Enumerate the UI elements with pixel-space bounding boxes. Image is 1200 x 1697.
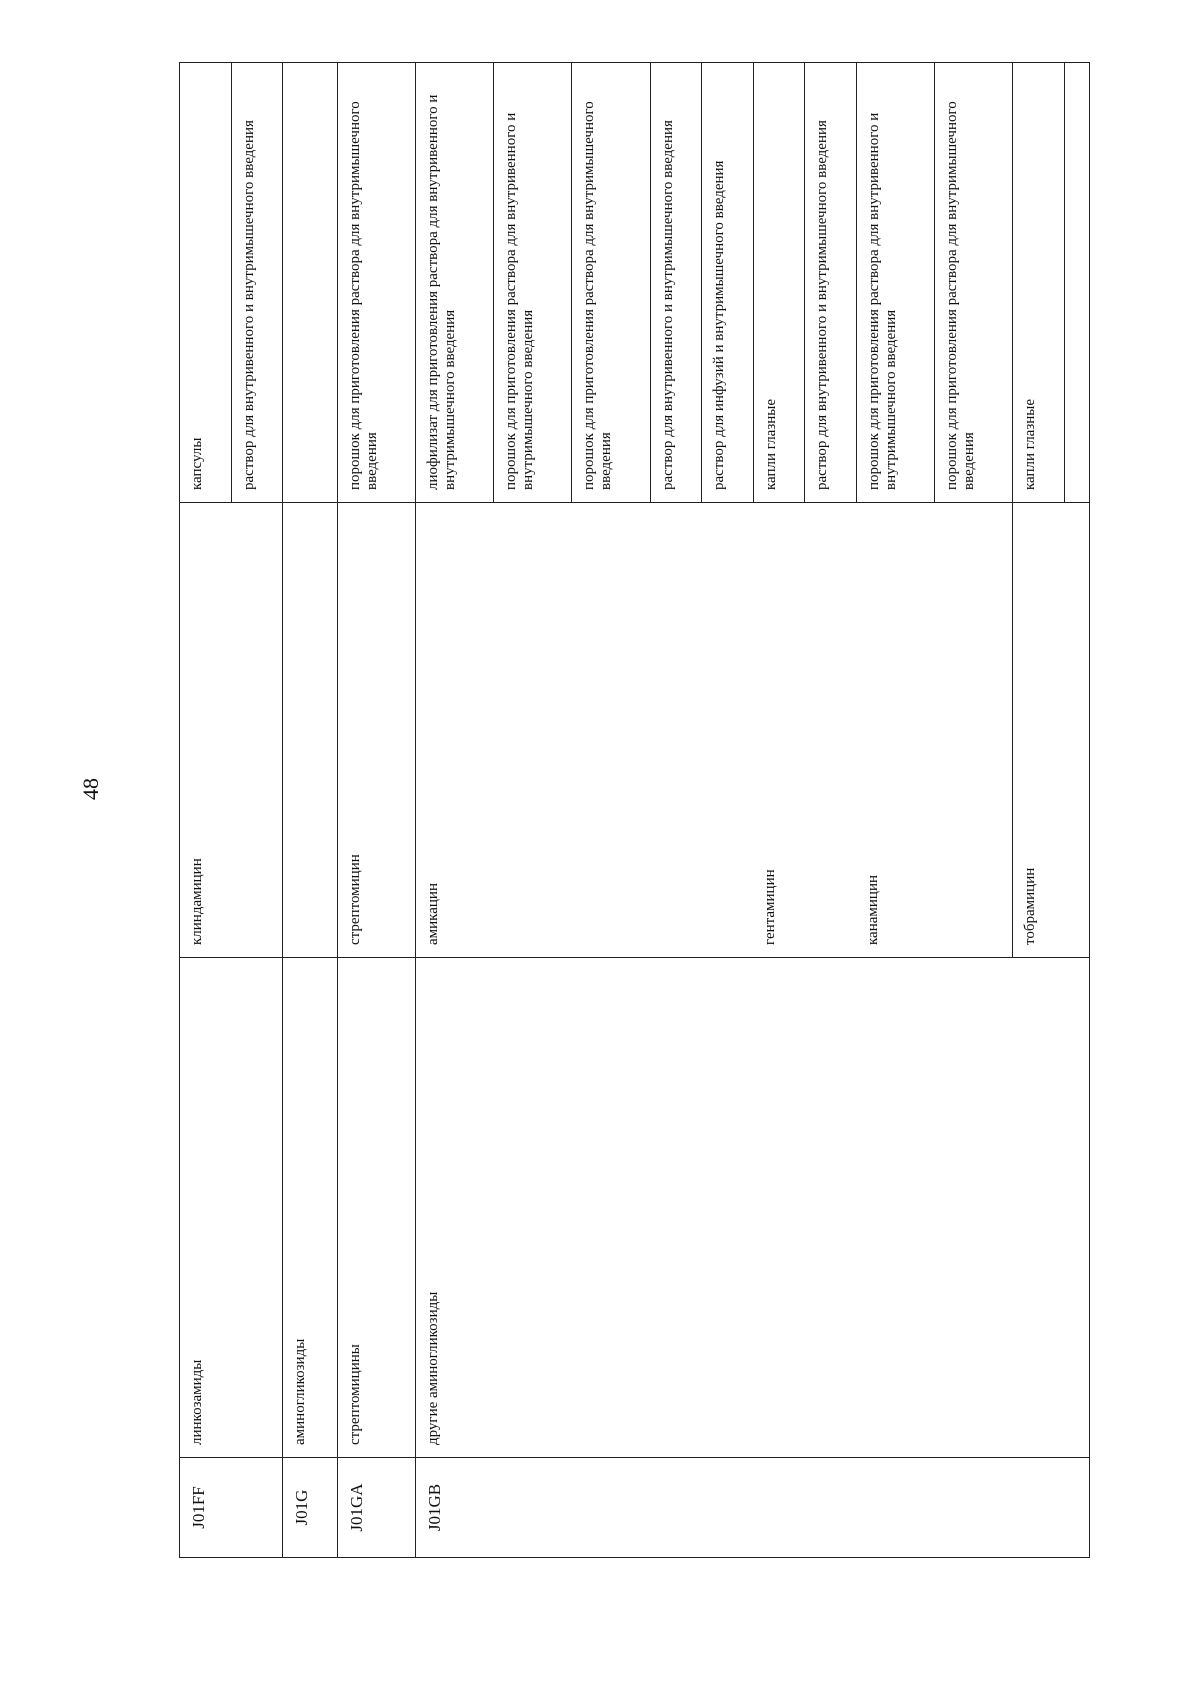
dosage-form-cell: раствор для внутривенного и внутримышечного введения [231, 63, 283, 503]
drug-name-cell: клиндамицин [180, 503, 283, 958]
drug-name-cell: амикацин [416, 503, 753, 958]
dosage-form-cell: раствор для инфузий и внутримышечного введения [702, 63, 754, 503]
atc-group-cell: стрептомицины [338, 958, 416, 1458]
drug-name-cell: гентамицин [753, 503, 856, 958]
dosage-form-cell: лиофилизат для приготовления раствора для внутривенного и внутримышечного введения [416, 63, 494, 503]
table-row [180, 63, 232, 1558]
page-number: 48 [78, 778, 103, 800]
dosage-form-cell [283, 63, 338, 503]
dosage-form-cell: порошок для приготовления раствора для внутримышечного введения [338, 63, 416, 503]
dosage-form-cell: раствор для внутривенного и внутримышечного введения [650, 63, 702, 503]
dosage-form-cell: раствор для внутривенного и внутримышечного введения [805, 63, 857, 503]
dosage-form-cell: порошок для приготовления раствора для внутривенного и внутримышечного введения [856, 63, 934, 503]
table-row [283, 63, 338, 1558]
atc-group-cell: аминогликозиды [283, 958, 338, 1458]
drug-name-cell: стрептомицин [338, 503, 416, 958]
dosage-form-cell [1064, 63, 1089, 503]
dosage-form-cell: порошок для приготовления раствора для внутривенного и внутримышечного введения [494, 63, 572, 503]
drug-table [179, 62, 1090, 1558]
atc-code-cell: J01GA [338, 1458, 416, 1558]
dosage-form-cell: капсулы [180, 63, 232, 503]
rotated-table-container [179, 63, 1090, 1558]
atc-code-cell: J01G [283, 1458, 338, 1558]
drug-name-cell: канамицин [856, 503, 1012, 958]
dosage-form-cell: порошок для приготовления раствора для внутримышечного введения [572, 63, 650, 503]
dosage-form-cell: капли глазные [1013, 63, 1065, 503]
dosage-form-cell: порошок для приготовления раствора для внутримышечного введения [935, 63, 1013, 503]
atc-code-cell: J01GB [416, 1458, 1090, 1558]
drug-name-cell [283, 503, 338, 958]
atc-group-cell: линкозамиды [180, 958, 283, 1458]
atc-group-cell: другие аминогликозиды [416, 958, 1090, 1458]
table-row [338, 63, 416, 1558]
atc-code-cell: J01FF [180, 1458, 283, 1558]
drug-name-cell: тобрамицин [1013, 503, 1090, 958]
table-row [416, 63, 494, 1558]
dosage-form-cell: капли глазные [753, 63, 805, 503]
